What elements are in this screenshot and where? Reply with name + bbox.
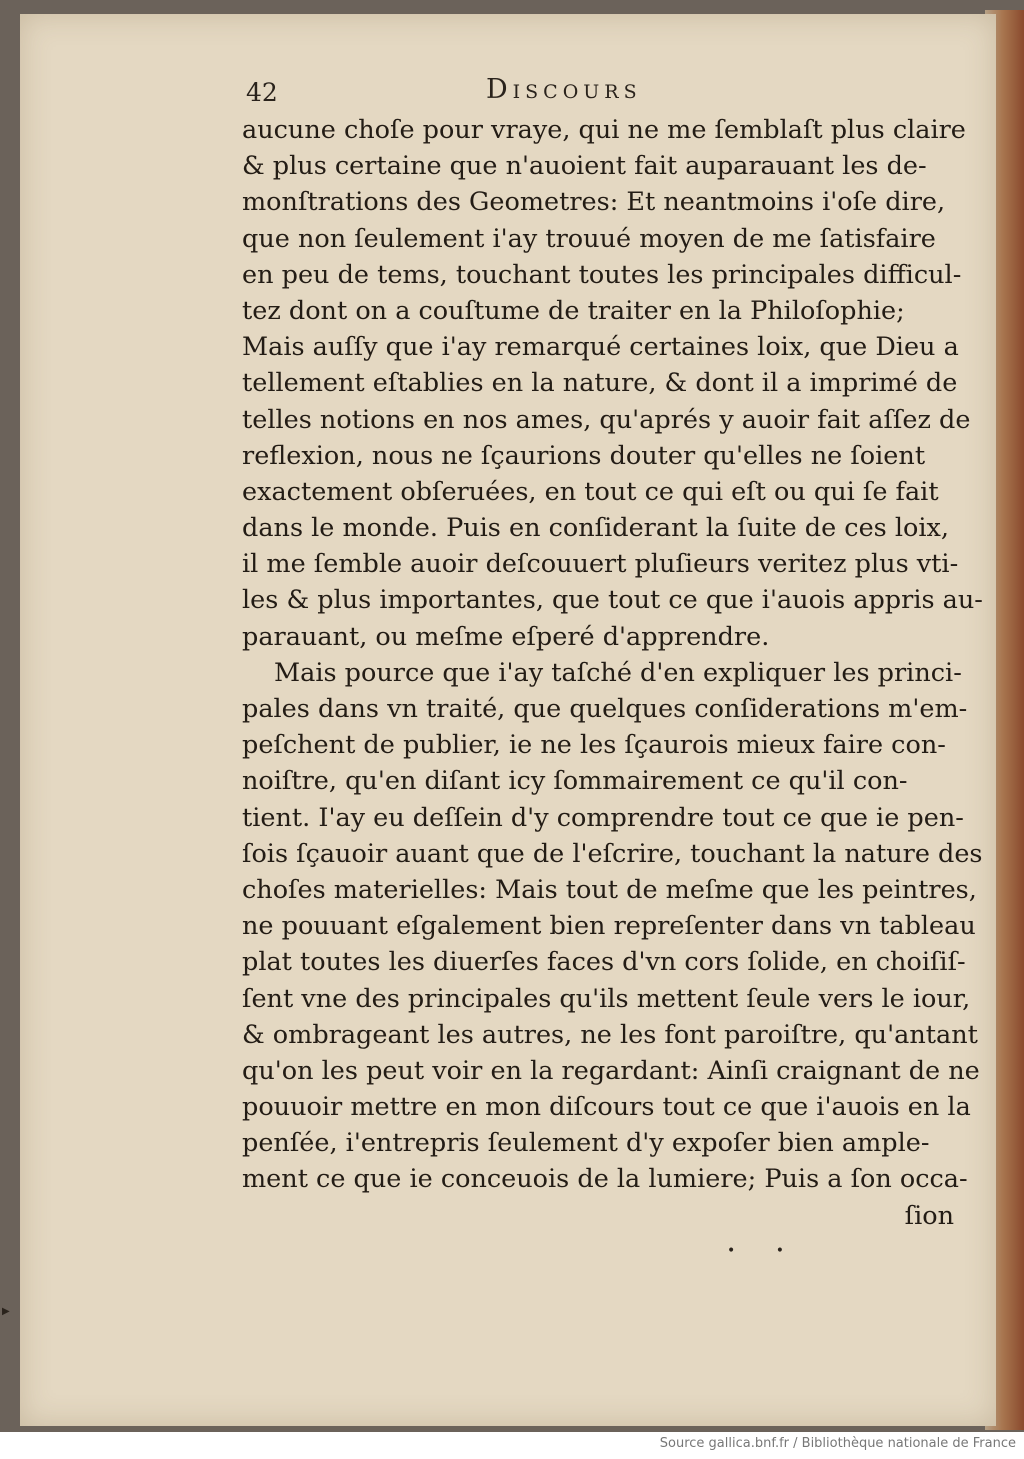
signature-mark: • • [727, 1243, 802, 1259]
text-line: reflexion, nous ne ſçaurions douter qu'elles ne ſoient [242, 440, 926, 471]
running-head [246, 72, 786, 112]
page-number: 42 [246, 78, 278, 107]
text-line: Mais auſſy que i'ay remarqué certaines loix, que Dieu a [242, 332, 959, 363]
text-line: penſée, i'entrepris ſeulement d'y expoſer bien ample- [242, 1128, 930, 1159]
text-line: en peu de tems, touchant toutes les principales difficul- [242, 259, 962, 290]
text-line: telles notions en nos ames, qu'aprés y auoir fait aſſez de [242, 404, 971, 435]
text-line: noiſtre, qu'en diſant icy ſommairement ce qu'il con- [242, 766, 908, 797]
text-line: tez dont on a couſtume de traiter en la Philoſophie; [242, 295, 905, 326]
text-line: & plus certaine que n'auoient fait auparauant les de- [242, 151, 927, 182]
text-line: tient. I'ay eu deſſein d'y comprendre tout ce que ie pen- [242, 802, 964, 833]
margin-mark-icon: ▶ [2, 1306, 10, 1317]
text-line: que non ſeulement i'ay trouué moyen de me ſatisfaire [242, 223, 936, 254]
source-credit: Source gallica.bnf.fr / Bibliothèque nationale de France [659, 1436, 1016, 1451]
text-line: monſtrations des Geometres: Et neantmoins i'oſe dire, [242, 187, 946, 218]
text-line: pales dans vn traité, que quelques conſiderations m'em- [242, 694, 968, 724]
text-line: ſent vne des principales qu'ils mettent ſeule vers le iour, [242, 983, 971, 1014]
text-line: plat toutes les diuerſes faces d'vn cors ſolide, en choiſiſ- [242, 947, 966, 978]
running-title: Discours [486, 74, 642, 105]
text-line-paragraph-start: Mais pource que i'ay taſché d'en expliquer les princi- [274, 657, 962, 688]
text-line: tellement eſtablies en la nature, & dont il a imprimé de [242, 368, 958, 399]
text-line: dans le monde. Puis en conſiderant la ſuite de ces loix, [242, 513, 950, 544]
text-line: ment ce que ie conceuois de la lumiere; Puis a ſon occa- [242, 1164, 968, 1195]
text-line: exactement obſeruées, en tout ce qui eſt ou qui ſe fait [242, 476, 939, 507]
catchword: ſion [904, 1200, 954, 1231]
text-line: pouuoir mettre en mon diſcours tout ce que i'auois en la [242, 1092, 971, 1123]
text-line: ne pouuant eſgalement bien repreſenter dans vn tableau [242, 911, 976, 942]
body-text [242, 112, 983, 1234]
text-line: aucune choſe pour vraye, qui ne me ſemblaſt plus claire [242, 115, 966, 145]
text-line: qu'on les peut voir en la regardant: Ainſi craignant de ne [242, 1055, 980, 1086]
text-line: & ombrageant les autres, ne les font paroiſtre, qu'antant [242, 1019, 978, 1050]
text-line: les & plus importantes, que tout ce que i'auois appris au- [242, 585, 983, 616]
text-line: il me ſemble auoir deſcouuert pluſieurs veritez plus vti- [242, 549, 959, 580]
text-line: choſes materielles: Mais tout de meſme que les peintres, [242, 874, 977, 905]
text-line: parauant, ou meſme eſperé d'apprendre. [242, 621, 770, 652]
text-line: ſois ſçauoir auant que de l'eſcrire, touchant la nature des [242, 838, 983, 869]
text-line: peſchent de publier, ie ne les ſçaurois mieux faire con- [242, 730, 946, 761]
